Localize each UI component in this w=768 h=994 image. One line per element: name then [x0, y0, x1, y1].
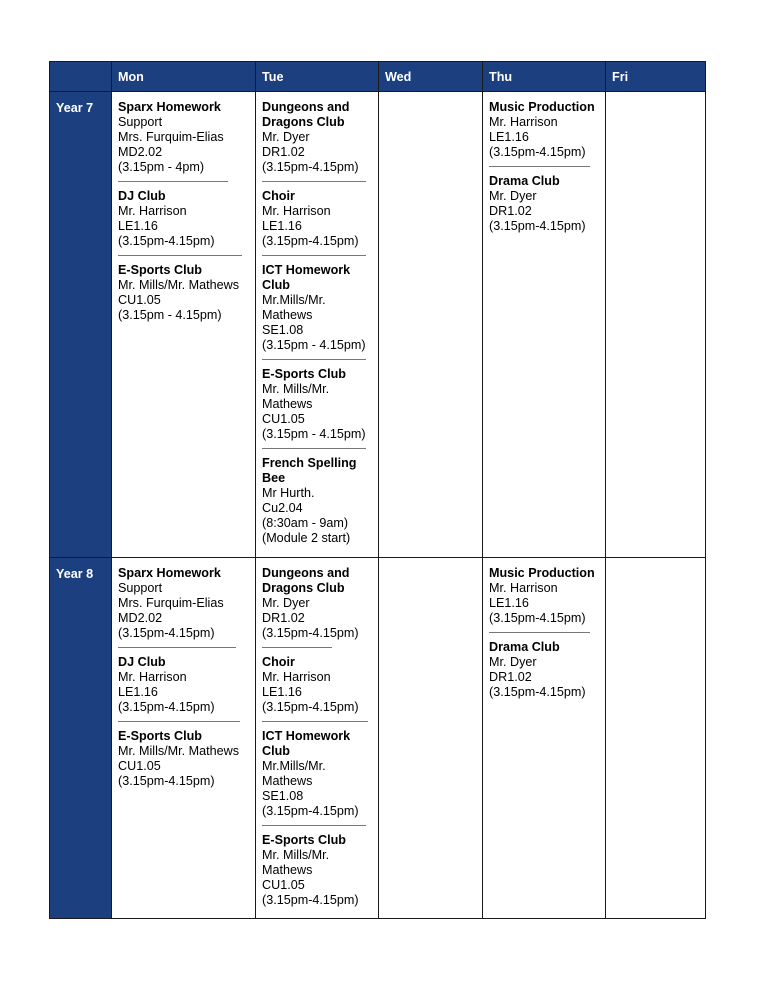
- club-detail: Mrs. Furquim-Elias: [118, 596, 224, 610]
- club-title: Music Production: [489, 100, 595, 114]
- entry-separator: [262, 721, 368, 722]
- club-title: E-Sports Club: [118, 263, 202, 277]
- club-detail: (3.15pm-4.15pm): [118, 774, 215, 788]
- day-cell-mon: [112, 558, 256, 919]
- club-title: DJ Club: [118, 189, 166, 203]
- club-entry: [118, 729, 249, 789]
- day-cell-tue: [256, 92, 379, 558]
- club-detail: Cu2.04: [262, 501, 303, 515]
- club-detail: Mrs. Furquim-Elias: [118, 130, 224, 144]
- club-detail: SE1.08: [262, 323, 304, 337]
- club-detail: (3.15pm-4.15pm): [118, 626, 215, 640]
- club-title: Music Production: [489, 566, 595, 580]
- day-cell-fri: [606, 92, 706, 558]
- club-entry: [118, 566, 249, 641]
- club-entry: [262, 833, 372, 908]
- club-detail: Mr. Harrison: [489, 581, 558, 595]
- club-detail: Mr.Mills/Mr. Mathews: [262, 293, 326, 322]
- club-detail: LE1.16: [118, 685, 158, 699]
- header-fri: Fri: [606, 62, 706, 92]
- day-cell-tue: [256, 558, 379, 919]
- club-detail: CU1.05: [262, 878, 305, 892]
- club-detail: Mr. Dyer: [262, 130, 310, 144]
- club-detail: Mr.Mills/Mr. Mathews: [262, 759, 326, 788]
- club-entry: [118, 655, 249, 715]
- club-title: Drama Club: [489, 640, 560, 654]
- club-detail: Support: [118, 115, 163, 129]
- club-detail: (3.15pm-4.15pm): [262, 234, 359, 248]
- club-detail: Mr Hurth.: [262, 486, 315, 500]
- timetable-page: [49, 61, 706, 919]
- entry-separator: [489, 166, 590, 167]
- entry-separator: [262, 255, 366, 256]
- header-row: [50, 62, 706, 92]
- club-detail: (3.15pm-4.15pm): [489, 219, 586, 233]
- club-entry: [262, 566, 372, 641]
- club-detail: (3.15pm-4.15pm): [262, 626, 359, 640]
- club-detail: (3.15pm - 4.15pm): [262, 338, 366, 352]
- year-7-row: [50, 92, 706, 558]
- entry-separator: [262, 359, 366, 360]
- club-detail: Mr. Dyer: [489, 655, 537, 669]
- club-detail: Mr. Harrison: [262, 670, 331, 684]
- entry-separator: [262, 647, 332, 648]
- header-corner: [50, 62, 112, 92]
- club-title: Sparx Homework: [118, 566, 221, 580]
- club-detail: CU1.05: [118, 759, 161, 773]
- club-entry: [489, 174, 599, 234]
- club-detail: (3.15pm-4.15pm): [118, 700, 215, 714]
- day-cell-fri: [606, 558, 706, 919]
- day-cell-thu: [483, 558, 606, 919]
- club-title: Choir: [262, 655, 295, 669]
- club-detail: LE1.16: [262, 219, 302, 233]
- club-title: DJ Club: [118, 655, 166, 669]
- club-entry: [262, 655, 372, 715]
- club-entry: [118, 263, 249, 323]
- club-detail: Mr. Harrison: [262, 204, 331, 218]
- club-entry: [118, 100, 249, 175]
- club-detail: (3.15pm - 4pm): [118, 160, 205, 174]
- club-detail: Support: [118, 581, 163, 595]
- club-detail: (3.15pm-4.15pm): [489, 611, 586, 625]
- club-entry: [262, 729, 372, 819]
- entry-separator: [118, 181, 228, 182]
- club-entry: [489, 566, 599, 626]
- entry-separator: [118, 647, 236, 648]
- club-detail: LE1.16: [489, 596, 529, 610]
- club-entry: [489, 100, 599, 160]
- club-detail: (3.15pm-4.15pm): [262, 700, 359, 714]
- club-entry: [262, 263, 372, 353]
- club-detail: (3.15pm - 4.15pm): [262, 427, 366, 441]
- club-detail: Mr. Mills/Mr. Mathews: [262, 382, 330, 411]
- year-8-row: [50, 558, 706, 919]
- club-detail: (3.15pm-4.15pm): [489, 145, 586, 159]
- club-detail: Mr. Mills/Mr. Mathews: [118, 744, 240, 758]
- club-detail: Mr. Harrison: [118, 670, 187, 684]
- club-detail: (3.15pm - 4.15pm): [118, 308, 222, 322]
- day-cell-thu: [483, 92, 606, 558]
- year-label: Year 8: [50, 558, 112, 919]
- club-detail: DR1.02: [262, 611, 305, 625]
- day-cell-wed: [379, 558, 483, 919]
- club-title: ICT Homework Club: [262, 729, 351, 758]
- club-entry: [262, 456, 372, 546]
- club-detail: (3.15pm-4.15pm): [489, 685, 586, 699]
- header-wed: Wed: [379, 62, 483, 92]
- header-mon: Mon: [112, 62, 256, 92]
- club-title: Dungeons and Dragons Club: [262, 566, 350, 595]
- club-title: Dungeons and Dragons Club: [262, 100, 350, 129]
- club-detail: (3.15pm-4.15pm): [118, 234, 215, 248]
- club-detail: MD2.02: [118, 145, 163, 159]
- club-detail: (3.15pm-4.15pm): [262, 160, 359, 174]
- entry-separator: [118, 255, 242, 256]
- club-detail: LE1.16: [118, 219, 158, 233]
- club-detail: DR1.02: [262, 145, 305, 159]
- club-detail: Mr. Dyer: [262, 596, 310, 610]
- entry-separator: [118, 721, 240, 722]
- club-detail: (8:30am - 9am): [262, 516, 349, 530]
- club-detail: Mr. Mills/Mr. Mathews: [262, 848, 330, 877]
- day-cell-wed: [379, 92, 483, 558]
- club-title: E-Sports Club: [118, 729, 202, 743]
- club-detail: LE1.16: [262, 685, 302, 699]
- club-detail: Mr. Harrison: [489, 115, 558, 129]
- club-entry: [489, 640, 599, 700]
- day-cell-mon: [112, 92, 256, 558]
- club-detail: LE1.16: [489, 130, 529, 144]
- club-detail: CU1.05: [262, 412, 305, 426]
- club-detail: DR1.02: [489, 204, 532, 218]
- club-detail: (3.15pm-4.15pm): [262, 893, 359, 907]
- club-detail: (3.15pm-4.15pm): [262, 804, 359, 818]
- club-title: Sparx Homework: [118, 100, 221, 114]
- club-detail: Mr. Mills/Mr. Mathews: [118, 278, 240, 292]
- entry-separator: [262, 825, 366, 826]
- club-title: E-Sports Club: [262, 367, 346, 381]
- club-detail: SE1.08: [262, 789, 304, 803]
- club-entry: [262, 100, 372, 175]
- year-label: Year 7: [50, 92, 112, 558]
- club-title: E-Sports Club: [262, 833, 346, 847]
- club-title: Drama Club: [489, 174, 560, 188]
- club-detail: (Module 2 start): [262, 531, 351, 545]
- header-tue: Tue: [256, 62, 379, 92]
- entry-separator: [489, 632, 590, 633]
- entry-separator: [262, 181, 366, 182]
- clubs-timetable: [49, 61, 706, 919]
- club-detail: DR1.02: [489, 670, 532, 684]
- club-entry: [118, 189, 249, 249]
- header-thu: Thu: [483, 62, 606, 92]
- entry-separator: [262, 448, 366, 449]
- club-detail: Mr. Dyer: [489, 189, 537, 203]
- club-title: Choir: [262, 189, 295, 203]
- club-detail: MD2.02: [118, 611, 163, 625]
- club-detail: CU1.05: [118, 293, 161, 307]
- club-entry: [262, 367, 372, 442]
- club-title: ICT Homework Club: [262, 263, 351, 292]
- club-detail: Mr. Harrison: [118, 204, 187, 218]
- club-title: French Spelling Bee: [262, 456, 357, 485]
- club-entry: [262, 189, 372, 249]
